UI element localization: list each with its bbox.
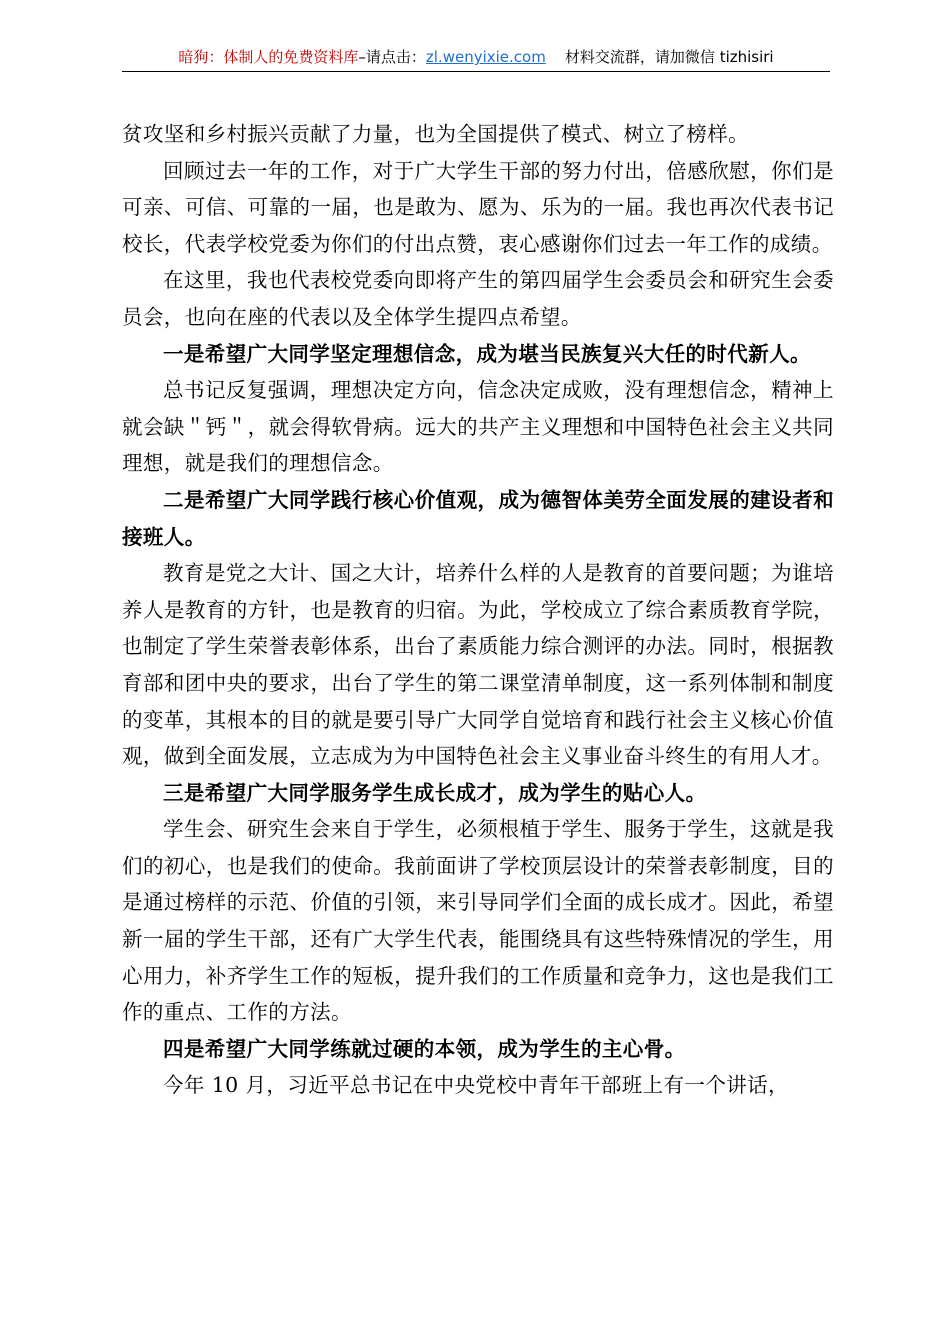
header-divider [122,71,830,72]
page-header [122,46,830,72]
section-heading: 一是希望广大同学坚定理想信念，成为堪当民族复兴大任的时代新人。 [163,341,811,366]
section-heading: 四是希望广大同学练就过硬的本领，成为学生的主心骨。 [163,1036,686,1061]
paragraph: 今年 10 月，习近平总书记在中央党校中青年干部班上有一个讲话， [163,1073,789,1098]
paragraph: 在这里，我也代表校党委向即将产生的第四届学生会委员会和研究生会委员会，也向在座的代表以及全体学生提四点希望。 [122,268,834,329]
header-brand: 暗狗：体制人的免费资料库 [178,48,359,66]
header-link[interactable]: zl.wenyixie.com [425,48,546,66]
paragraph: 贫攻坚和乡村振兴贡献了力量，也为全国提供了模式、树立了榜样。 [122,122,749,146]
header-prompt: –请点击： [358,48,426,66]
section-heading: 三是希望广大同学服务学生成长成才，成为学生的贴心人。 [163,780,707,805]
paragraph: 学生会、研究生会来自于学生，必须根植于学生、服务于学生，这就是我们的初心，也是我们的使命。我前面讲了学校顶层设计的荣誉表彰制度，目的是通过榜样的示范、价值的引领，来引导同学们全面的成长成才。因此，希望新一届的学生干部，还有广大学生代表，能围绕具有这些特殊情况的学生，用心用力，补齐学生工作的短板，提升我们的工作质量和竞争力，这也是我们工作的重点、工作的方法。 [122,817,834,1025]
paragraph: 总书记反复强调，理想决定方向，信念决定成败，没有理想信念，精神上就会缺＂钙＂，就会得软骨病。远大的共产主义理想和中国特色社会主义共同理想，就是我们的理想信念。 [122,378,834,476]
section-heading: 二是希望广大同学践行核心价值观，成为德智体美劳全面发展的建设者和接班人。 [122,487,834,549]
document-body [122,116,834,1104]
paragraph: 教育是党之大计、国之大计，培养什么样的人是教育的首要问题；为谁培养人是教育的方针，也是教育的归宿。为此，学校成立了综合素质教育学院，也制定了学生荣誉表彰体系，出台了素质能力综合测评的办法。同时，根据教育部和团中央的要求，出台了学生的第二课堂清单制度，这一系列体制和制度的变革，其根本的目的就是要引导广大同学自觉培育和践行社会主义核心价值观，做到全面发展，立志成为为中国特色社会主义事业奋斗终生的有用人才。 [122,561,834,769]
paragraph: 回顾过去一年的工作，对于广大学生干部的努力付出，倍感欣慰，你们是可亲、可信、可靠的一届，也是敢为、愿为、乐为的一届。我也再次代表书记校长，代表学校党委为你们的付出点赞，衷心感谢你们过去一年工作的成绩。 [122,158,834,256]
header-note: 材料交流群，请加微信 tizhisiri [564,48,774,66]
